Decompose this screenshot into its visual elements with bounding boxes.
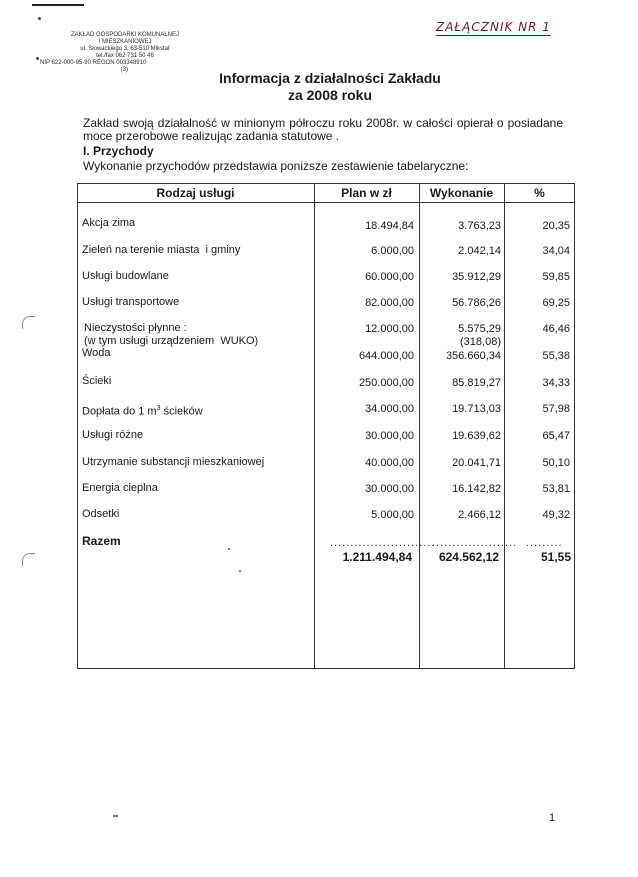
row-execution: 56.786,26 xyxy=(452,297,501,309)
header-service: Rodzaj usługi xyxy=(156,186,235,200)
row-percent: 50,10 xyxy=(542,457,570,469)
row-plan: 6.000,00 xyxy=(371,245,414,257)
row-percent: 59,85 xyxy=(542,271,570,283)
header-divider xyxy=(77,202,575,203)
row-name: Akcja zima xyxy=(82,217,136,229)
dotted-line: ..................... xyxy=(432,537,518,549)
total-plan: 1.211.494,84 xyxy=(342,550,412,564)
row-execution: 3.763,23 xyxy=(458,220,501,232)
title-line-2: za 2008 roku xyxy=(287,87,373,103)
row-execution: 19.639,62 xyxy=(452,430,501,442)
superscript: 3 xyxy=(156,405,161,412)
row-name: Usługi budowlane xyxy=(82,270,169,282)
row-plan: 40.000,00 xyxy=(365,457,414,469)
table-intro: Wykonanie przychodów przedstawia poniższe zestawienie tabelaryczne: xyxy=(83,159,469,173)
row-plan: 30.000,00 xyxy=(365,483,414,495)
dotted-line: .......................... xyxy=(330,537,436,549)
row-plan: 34.000,00 xyxy=(365,403,414,415)
row-name: Usługi różne xyxy=(82,429,144,441)
annex-label-text: ZAŁĄCZNIK NR 1 xyxy=(436,20,551,34)
row-execution: 2.042,14 xyxy=(458,245,501,257)
top-ink-mark xyxy=(32,4,84,7)
row-name: Woda xyxy=(82,347,111,359)
row-name-detail: (w tym usługi urządzeniem WUKO) xyxy=(84,335,259,347)
row-execution-detail: (318,08) xyxy=(460,336,501,348)
ink-dot xyxy=(36,57,39,60)
row-plan: 60.000,00 xyxy=(365,271,414,283)
row-percent: 34,04 xyxy=(542,245,570,257)
row-name: Zieleń na terenie miasta i gminy xyxy=(82,244,241,256)
scan-mark xyxy=(22,553,35,566)
row-name: Usługi transportowe xyxy=(82,296,180,308)
scan-mark xyxy=(22,316,35,329)
scan-speck xyxy=(113,815,118,817)
row-plan: 30.000,00 xyxy=(365,430,414,442)
row-name-tail: ścieków xyxy=(160,405,203,418)
column-divider xyxy=(314,183,315,669)
row-plan: 18.494,84 xyxy=(365,220,414,232)
stamp-number: (3) xyxy=(120,67,128,73)
ink-dot xyxy=(38,17,41,20)
row-name: Energia cieplna xyxy=(82,482,158,494)
stamp-line: ZAKŁAD GOSPODARKI KOMUNALNEJ xyxy=(70,32,180,38)
row-name-text: Dopłata do 1 m xyxy=(82,405,157,418)
document-title xyxy=(200,70,460,104)
row-percent: 57,98 xyxy=(542,403,570,415)
row-percent: 69,25 xyxy=(542,297,570,309)
row-execution: 19.713,03 xyxy=(452,403,501,415)
row-name: Odsetki xyxy=(82,508,120,520)
row-percent: 34,33 xyxy=(542,377,570,389)
column-divider xyxy=(504,183,505,669)
stamp-line: I MIESZKANIOWEJ xyxy=(98,39,152,45)
row-percent: 20,35 xyxy=(542,220,570,232)
row-execution: 20.041,71 xyxy=(452,457,501,469)
stamp-nip: NIP 622-000-95-90 xyxy=(40,60,91,66)
row-percent: 65,47 xyxy=(542,430,570,442)
row-execution: 35.912,29 xyxy=(452,271,501,283)
row-execution: 2.466,12 xyxy=(458,509,501,521)
title-line-1: Informacja z działalności Zakładu xyxy=(219,70,441,86)
row-name: Nieczystości płynne : xyxy=(84,322,187,334)
dotted-line: ......... xyxy=(526,537,563,549)
row-name: Utrzymanie substancji mieszkaniowej xyxy=(82,456,265,468)
row-plan: 82.000,00 xyxy=(365,297,414,309)
total-percent: 51,55 xyxy=(540,550,571,564)
column-divider xyxy=(419,183,420,669)
page-number: 1 xyxy=(549,812,556,824)
annex-label xyxy=(436,20,551,37)
row-plan: 644.000,00 xyxy=(358,350,414,362)
header-percent: % xyxy=(534,186,545,200)
header-execution: Wykonanie xyxy=(429,186,494,200)
total-execution: 624.562,12 xyxy=(438,550,499,564)
company-stamp xyxy=(40,32,210,74)
row-plan: 12.000,00 xyxy=(365,323,414,335)
row-execution: 85.819,27 xyxy=(452,377,501,389)
row-percent: 49,32 xyxy=(542,509,570,521)
intro-paragraph: Zakład swoją działalność w minionym półroczu roku 2008r. w całości opierał o posiadane moce przerobowe realizując zadania statutowe . xyxy=(83,116,563,143)
row-name: Ścieki xyxy=(82,375,112,387)
row-percent: 55,38 xyxy=(542,350,570,362)
row-name xyxy=(82,402,203,419)
annex-underline xyxy=(436,35,551,37)
row-plan: 5.000,00 xyxy=(371,509,414,521)
header-plan: Plan w zł xyxy=(341,186,392,200)
total-label: Razem xyxy=(82,534,121,548)
row-execution: 16.142,82 xyxy=(452,483,501,495)
stamp-registration xyxy=(40,60,210,67)
stamp-line: tel./fax 062 731 50 46 xyxy=(96,53,154,59)
row-percent: 46,46 xyxy=(542,323,570,335)
row-percent: 53,81 xyxy=(542,483,570,495)
stamp-line: ul. Słowackiego 3, 63-510 Mikstat xyxy=(80,46,170,52)
row-plan: 250.000,00 xyxy=(358,377,414,389)
row-execution: 5.575,29 xyxy=(458,323,501,335)
stamp-regon: REGON 003348910 xyxy=(92,60,147,66)
row-execution: 356.660,34 xyxy=(445,350,501,362)
section-heading: I. Przychody xyxy=(83,144,154,158)
